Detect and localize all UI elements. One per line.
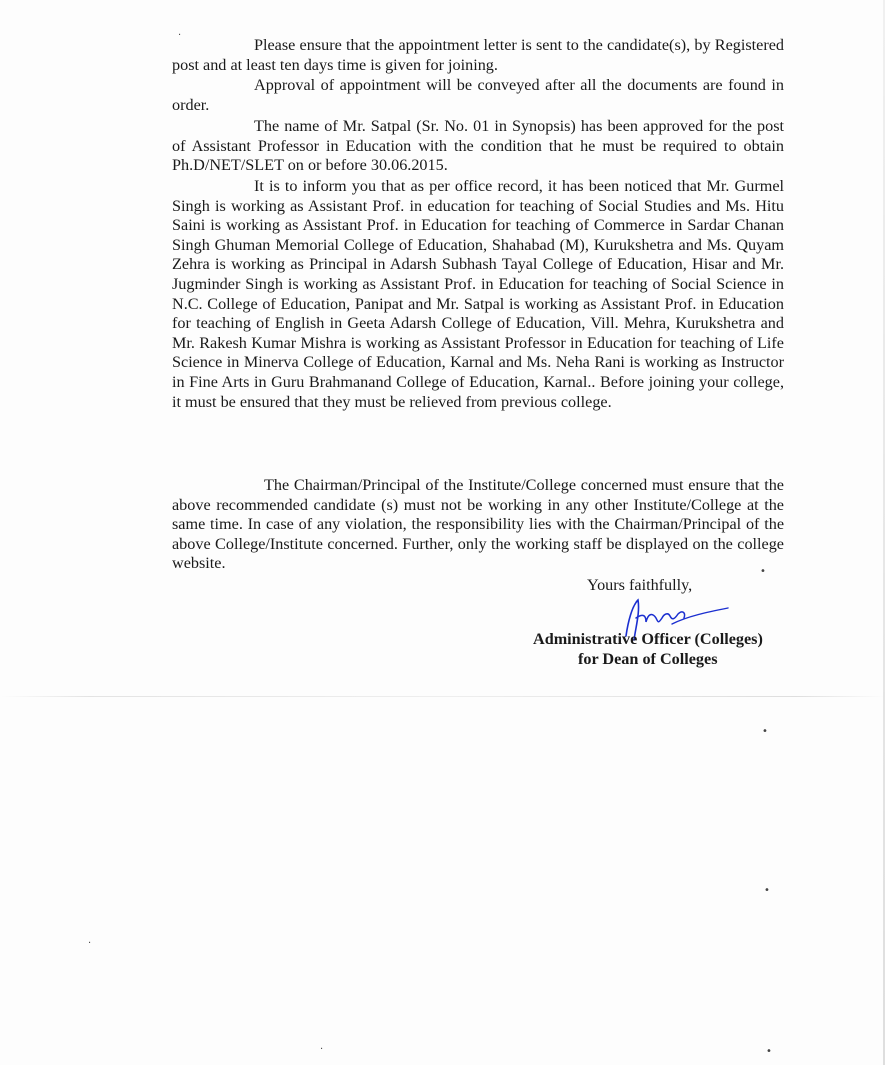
paragraph-chairman-responsibility: The Chairman/Principal of the Institute/College concerned must ensure that the above recommended candidate (s) must not be working in any other Institute/College at the same time. In case of any violation, the responsibility lies with the Chairman/Principal of the above College/Institute concerned. Further, only the working staff be displayed on the college website. <box>172 476 784 573</box>
paragraph-satpal-approval: The name of Mr. Satpal (Sr. No. 01 in Synopsis) has been approved for the post of Assistant Professor in Education with the condition that he must be required to obtain Ph.D/NET/SLET on or before 30.06.2015. <box>172 117 784 175</box>
paragraph-appointment-letter: Please ensure that the appointment letter is sent to the candidate(s), by Registered post and at least ten days time is given for joining. <box>172 36 784 74</box>
scan-speck: • <box>760 566 766 577</box>
scan-speck: · <box>178 30 182 41</box>
scan-speck: · <box>88 938 92 949</box>
paragraph-approval-conveyed: Approval of appointment will be conveyed after all the documents are found in order. <box>172 76 784 114</box>
scan-fold-line <box>0 696 885 697</box>
signatory-title: Administrative Officer (Colleges) <box>533 630 763 648</box>
signatory-subtitle: for Dean of Colleges <box>578 650 718 668</box>
scan-speck: • <box>766 1046 772 1057</box>
paragraph-office-record: It is to inform you that as per office record, it has been noticed that Mr. Gurmel Singh is working as Assistant Prof. in education for teaching of Social Studies and Ms. Hitu Saini is working as Assistant Prof. in Education for teaching of Commerce in Sardar Chanan Singh Ghuman Memorial College of Education, Shahabad (M), Kurukshetra and Ms. Quyam Zehra is working as Principal in Adarsh Subhash Tayal College of Education, Hisar and Mr. Jugminder Singh is working as Assistant Prof. in Education for teaching of Social Science in N.C. College of Education, Panipat and Mr. Satpal is working as Assistant Prof. in Education for teaching of English in Geeta Adarsh College of Education, Vill. Mehra, Kurukshetra and Mr. Rakesh Kumar Mishra is working as Assistant Professor in Education for teaching of Life Science in Minerva College of Education, Karnal and Ms. Neha Rani is working as Instructor in Fine Arts in Guru Brahmanand College of Education, Karnal.. Before joining your college, it must be ensured that they must be relieved from previous college. <box>172 177 784 411</box>
signature-block <box>533 629 763 669</box>
closing-salutation: Yours faithfully, <box>587 576 693 594</box>
scan-speck: • <box>764 885 770 896</box>
scan-speck: • <box>762 726 768 737</box>
scan-speck: · <box>320 1044 324 1055</box>
